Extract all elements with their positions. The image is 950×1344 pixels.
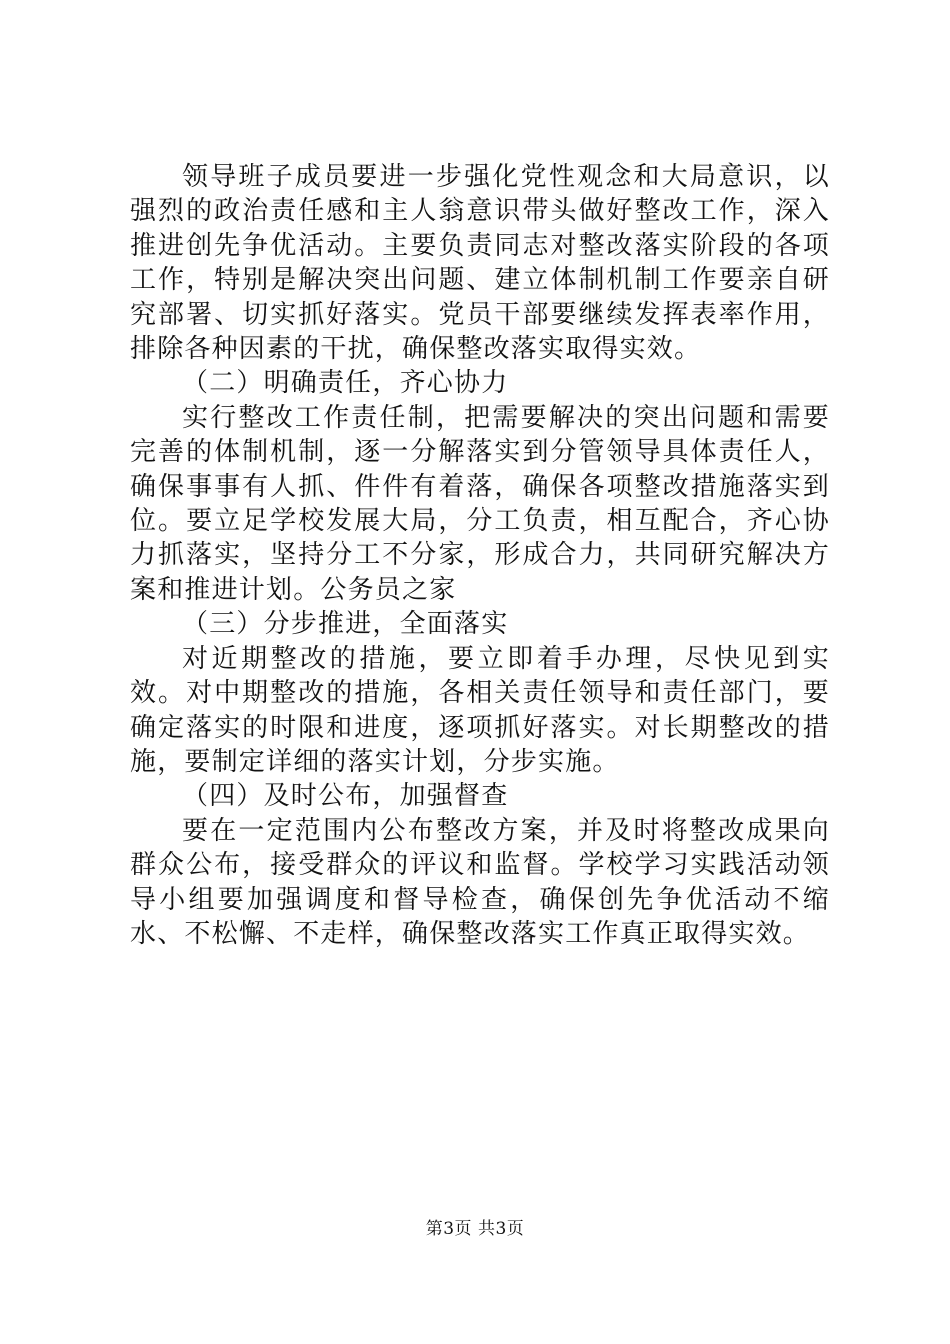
paragraph: 实行整改工作责任制，把需要解决的突出问题和需要完善的体制机制，逐一分解落实到分管领导具体责任人，确保事事有人抓、件件有着落，确保各项整改措施落实到位。要立足学校发展大局，分工负责，相互配合，齐心协力抓落实，坚持分工不分家，形成合力，共同研究解决方案和推进计划。公务员之家 <box>130 402 830 605</box>
section-heading: （四）及时公布，加强督查 <box>182 781 509 812</box>
section-heading: （三）分步推进，全面落实 <box>182 609 509 640</box>
page-footer: 第3页 共3页 <box>425 1219 525 1239</box>
paragraph: 对近期整改的措施，要立即着手办理，尽快见到实效。对中期整改的措施，各相关责任领导和责任部门，要确定落实的时限和进度，逐项抓好落实。对长期整改的措施，要制定详细的落实计划，分步实施。 <box>130 643 830 777</box>
section-heading: （二）明确责任，齐心协力 <box>182 368 509 399</box>
paragraph: 要在一定范围内公布整改方案，并及时将整改成果向群众公布，接受群众的评议和监督。学校学习实践活动领导小组要加强调度和督导检查，确保创先争优活动不缩水、不松懈、不走样，确保整改落实工作真正取得实效。 <box>130 815 830 949</box>
paragraph: 领导班子成员要进一步强化党性观念和大局意识，以强烈的政治责任感和主人翁意识带头做好整改工作，深入推进创先争优活动。主要负责同志对整改落实阶段的各项工作，特别是解决突出问题、建立体制机制工作要亲自研究部署、切实抓好落实。党员干部要继续发挥表率作用，排除各种因素的干扰，确保整改落实取得实效。 <box>130 162 830 365</box>
document-body <box>130 160 830 951</box>
